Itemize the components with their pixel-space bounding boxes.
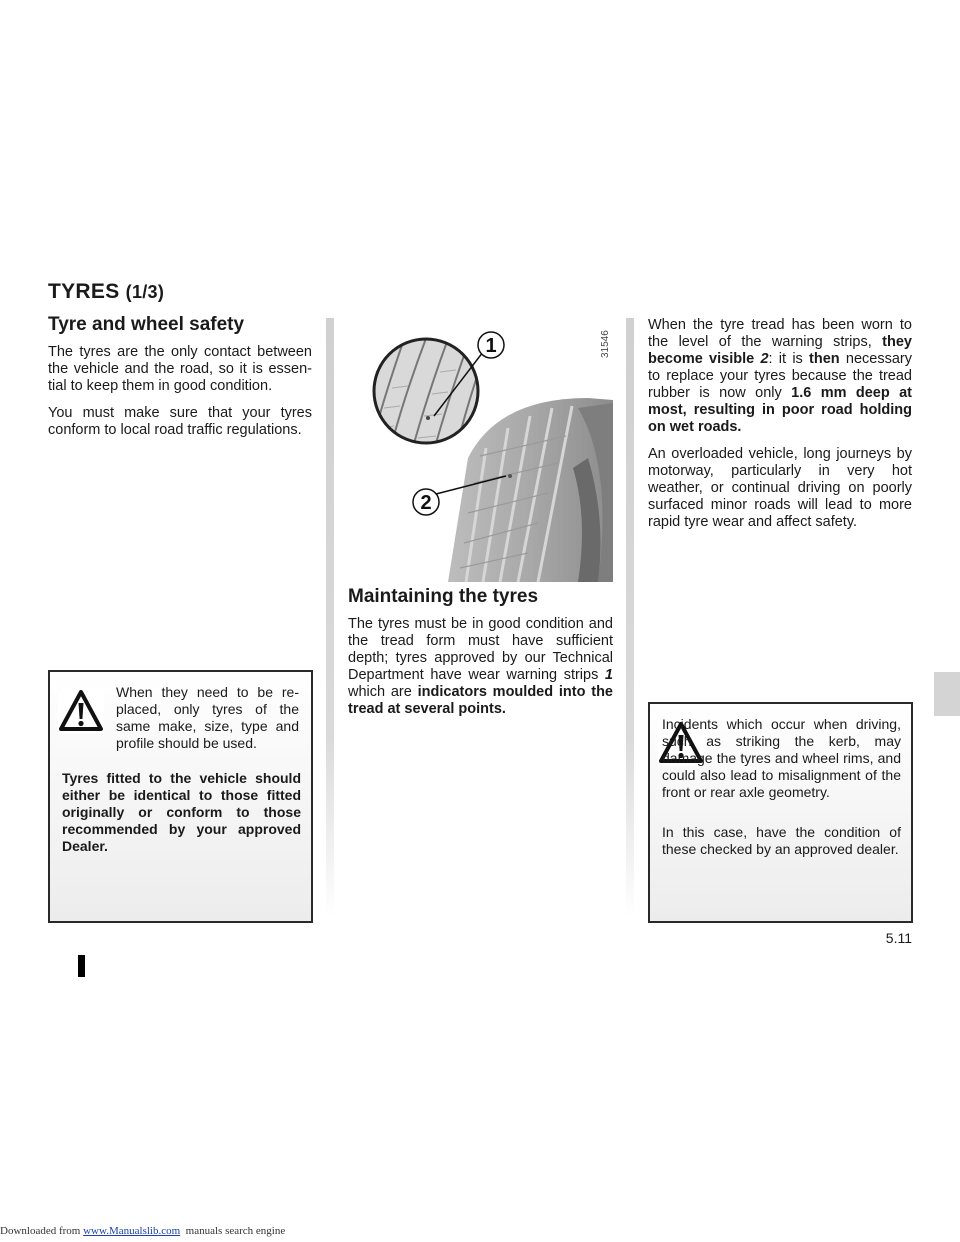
paragraph: [648, 317, 912, 436]
tyre-illustration: [348, 318, 613, 582]
text-run-bold: 1.6 mm deep at most, resulting in poor road holding on wet roads.: [648, 385, 913, 435]
section-tyre-wheel-safety: [48, 314, 312, 449]
warning-box: [648, 702, 913, 923]
text-run-bold: then: [809, 351, 840, 367]
text-run: necessary to replace your tyres because the tread rubber is now only: [648, 351, 912, 401]
footer-suffix: manuals search engine: [180, 1225, 286, 1237]
figure-label-1: 1: [485, 335, 497, 357]
section-tread-wear: [648, 317, 912, 541]
reference-number: 2: [760, 351, 769, 367]
warning-box: [48, 670, 313, 923]
tyre-illustration-svg: [348, 318, 613, 582]
text-run: When the tyre tread has been worn to the level of the warning strips,: [648, 317, 912, 350]
warning-text: Incidents which occur when driving, such as striking the kerb, may damage the tyres and wheel rims, and could also lead to misalignment of the front or rear axle geometry.: [662, 716, 901, 800]
column-divider: [626, 318, 634, 918]
page-title: [48, 280, 164, 304]
section-heading: Maintaining the tyres: [348, 586, 539, 607]
text-run: which are: [348, 684, 418, 700]
warning-text-bold: Tyres fitted to the vehicle should either be identical to those fitted originally or conform to those recommended by your approved Dealer.: [62, 770, 301, 854]
text-run: The tyres must be in good condition and the tread form must have sufficient depth; tyres approved by our Technical Department have wear warning strips: [348, 616, 613, 683]
title-part: (1/3): [125, 282, 165, 302]
section-maintaining-tyres: [348, 586, 613, 728]
figure-code: 31546: [600, 330, 611, 358]
section-tab-marker: [934, 672, 960, 716]
page-number: 5.11: [885, 930, 912, 946]
figure-label-2: 2: [420, 492, 432, 514]
paragraph: You must make sure that your tyres conform to local road traffic regulations.: [48, 405, 312, 438]
text-run-bold: they become visible: [648, 334, 912, 367]
paragraph: The tyres are the only contact between the vehicle and the road, so it is essential to keep them in good condition.: [48, 344, 312, 394]
footer-prefix: Downloaded from: [0, 1225, 84, 1237]
warning-text: In this case, have the condition of these checked by an approved dealer.: [662, 824, 901, 857]
reference-number: 1: [604, 667, 613, 683]
download-footer: [0, 1225, 285, 1237]
warning-triangle-icon: [58, 688, 104, 734]
paragraph: [348, 616, 613, 718]
page-marker-bar: [78, 955, 85, 977]
title-main: TYRES: [48, 280, 120, 303]
column-divider: [326, 318, 334, 918]
manualslib-link[interactable]: www.Manualslib.com: [83, 1225, 181, 1237]
section-heading: Tyre and wheel safety: [48, 314, 245, 335]
warning-text: When they need to be replaced, only tyres of the same make, size, type and profile should be used.: [116, 684, 299, 751]
text-run-bold: indicators moulded into the tread at several points.: [348, 684, 613, 717]
text-run: : it is: [768, 351, 810, 367]
paragraph: An overloaded vehicle, long journeys by motorway, particularly in very hot weather, or continual driving on poorly surfaced minor roads will lead to more rapid tyre wear and affect safety.: [648, 446, 912, 530]
